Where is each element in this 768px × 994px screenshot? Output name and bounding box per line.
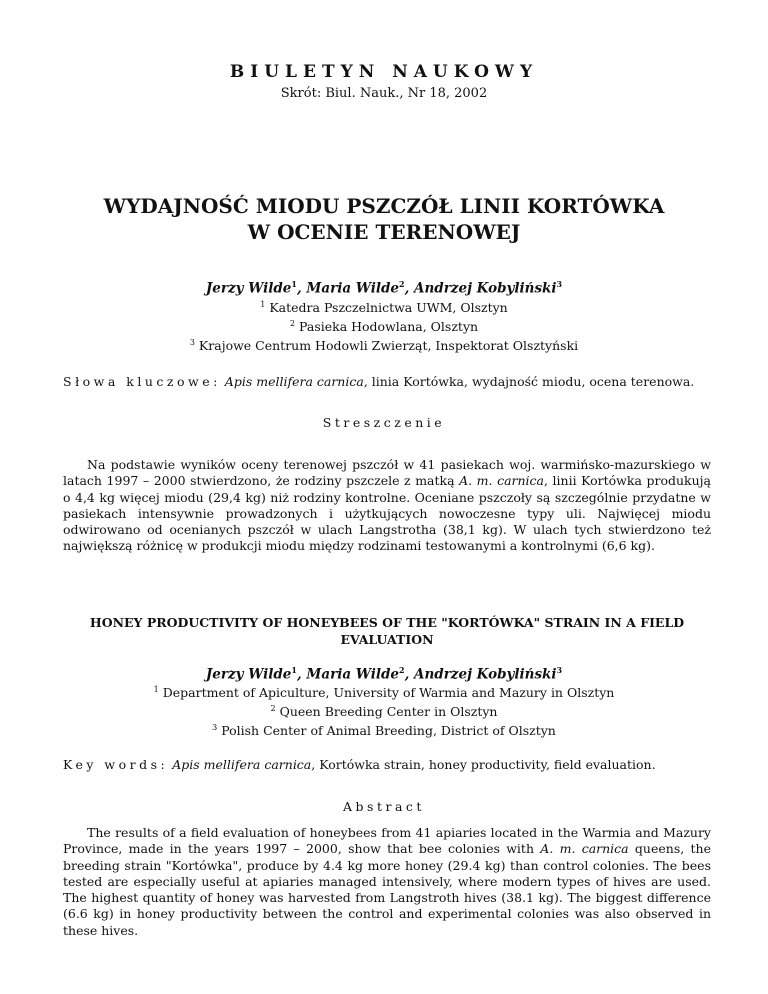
author-sup: 3 <box>556 279 563 289</box>
author-name: Andrzej Kobyliński <box>413 280 557 297</box>
author-sup: 1 <box>291 665 297 675</box>
polish-title-line-1: WYDAJNOŚĆ MIODU PSZCZÓŁ LINII KORTÓWKA <box>103 194 665 218</box>
english-title <box>63 614 711 648</box>
polish-authors: Jerzy Wilde$^1$, Maria Wilde$^2$, Andrzej Kobyliński$^3$ <box>205 279 563 297</box>
english-title-line-1: HONEY PRODUCTIVITY OF HONEYBEES OF THE "KORTÓWKA" STRAIN IN A FIELD <box>89 615 685 630</box>
author-sup: 3 <box>556 665 563 675</box>
keywords-species: Apis mellifera carnica <box>172 757 312 772</box>
author-name: Jerzy Wilde <box>205 666 292 683</box>
author-name: Andrzej Kobyliński <box>413 666 557 683</box>
author-name: Jerzy Wilde <box>205 280 292 297</box>
keywords-label: Key words: <box>63 757 169 772</box>
polish-title-line-2: W OCENIE TERENOWEJ <box>247 220 521 244</box>
english-authors: Jerzy Wilde$^1$, Maria Wilde$^2$, Andrzej Kobyliński$^3$ <box>205 665 563 683</box>
affiliation: $^2$ Queen Breeding Center in Olsztyn <box>270 704 498 720</box>
author-name: Maria Wilde <box>306 666 399 683</box>
keywords-label: Słowa kluczowe: <box>63 374 221 389</box>
polish-abstract: Na podstawie wyników oceny terenowej pszczół w 41 pasiekach woj. warmińsko-mazurskiego w latach 1997 – 2000 stwierdzono, że rodziny pszczele z matką A. m. carnica, linii Kortówka produkują o 4,4 kg więcej miodu (29,4 kg) niż rodziny kontrolne. Oceniane pszczoły są szczególnie przydatne w pasiekach intensywnie prowadzonych i użytkujących nowoczesne typy uli. Najwięcej miodu odwirowano od ocenianych pszczół w ulach Langstrotha (38,1 kg). W ulach tych stwierdzono też największą różnicę w produkcji miodu między rodzinami testowanymi a kontrolnymi (6,6 kg). <box>63 457 711 554</box>
polish-affiliations <box>0 297 768 354</box>
affiliation: $^3$ Krajowe Centrum Hodowli Zwierząt, Inspektorat Olsztyński <box>189 338 579 354</box>
english-affiliations <box>0 682 768 739</box>
keywords-text: , Kortówka strain, honey productivity, field evaluation. <box>311 757 656 772</box>
polish-keywords <box>63 374 713 389</box>
affiliation: $^2$ Pasieka Hodowlana, Olsztyn <box>289 319 479 335</box>
author-sup: 2 <box>398 665 405 675</box>
affiliation: $^1$ Katedra Pszczelnictwa UWM, Olsztyn <box>260 300 508 316</box>
english-title-line-2: EVALUATION <box>340 632 434 647</box>
affiliation: $^1$ Department of Apiculture, University of Warmia and Mazury in Olsztyn <box>153 685 615 701</box>
keywords-text: , linia Kortówka, wydajność miodu, ocena terenowa. <box>363 374 695 389</box>
journal-abbreviation: Skrót: Biul. Nauk., Nr 18, 2002 <box>280 86 488 101</box>
author-sup: 1 <box>291 279 297 289</box>
polish-title <box>60 193 708 245</box>
author-sup: 2 <box>398 279 405 289</box>
journal-title: BIULETYN NAUKOWY <box>229 62 539 82</box>
author-name: Maria Wilde <box>306 280 399 297</box>
streszczenie-heading: Streszczenie <box>322 415 446 430</box>
species-abbrev: A. m. carnica <box>540 841 629 857</box>
english-keywords <box>63 757 713 772</box>
keywords-species: Apis mellifera carnica <box>224 374 364 389</box>
species-abbrev: A. m. carnica <box>459 473 544 489</box>
english-abstract: The results of a field evaluation of honeybees from 41 apiaries located in the Warmia and Mazury Province, made in the years 1997 – 2000, show that bee colonies with A. m. carnica queens, the breeding strain "Kortówka", produce by 4.4 kg more honey (29.4 kg) than control colonies. The bees tested are especially useful at apiaries managed intensively, where modern types of hives are used. The highest quantity of honey was harvested from Langstroth hives (38.1 kg). The biggest difference (6.6 kg) in honey productivity between the control and experimental colonies was also observed in these hives. <box>63 825 711 938</box>
abstract-heading: Abstract <box>343 799 425 814</box>
affiliation: $^3$ Polish Center of Animal Breeding, District of Olsztyn <box>212 723 556 739</box>
